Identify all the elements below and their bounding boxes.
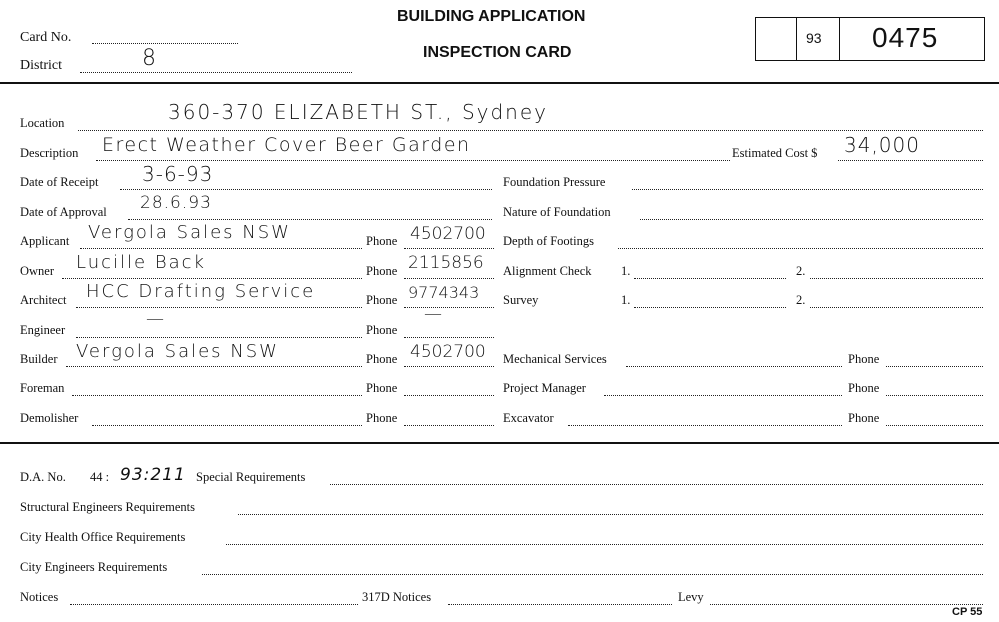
alignment-check-1-label: 1.: [621, 264, 631, 278]
nature-foundation-label: Nature of Foundation: [503, 205, 611, 219]
builder-field[interactable]: [66, 366, 362, 367]
architect-label: Architect: [20, 293, 67, 307]
foreman-phone-field[interactable]: [404, 395, 494, 396]
engineer-value: —: [146, 308, 165, 329]
mechanical-phone-field[interactable]: [886, 366, 983, 367]
receipt-label: Date of Receipt: [20, 175, 99, 189]
foreman-label: Foreman: [20, 381, 65, 395]
project-manager-label: Project Manager: [503, 381, 586, 395]
district-label: District: [20, 58, 62, 73]
card-no-field[interactable]: [92, 43, 238, 44]
architect-phone-value: 9774343: [408, 283, 480, 302]
da-value: 93:211: [120, 465, 186, 485]
demolisher-phone-field[interactable]: [404, 425, 494, 426]
applicant-phone-label: Phone: [366, 234, 398, 248]
project-manager-phone-label: Phone: [848, 381, 880, 395]
notices-label: Notices: [20, 590, 59, 604]
notices-317d-label: 317D Notices: [362, 590, 432, 604]
card-year: 93: [806, 30, 822, 46]
project-manager-phone-field[interactable]: [886, 395, 983, 396]
owner-phone-value: 2115856: [408, 253, 484, 273]
city-engineers-field[interactable]: [202, 574, 983, 575]
survey-2-label: 2.: [796, 293, 806, 307]
survey-2-field[interactable]: [810, 307, 983, 308]
form-title-line2: INSPECTION CARD: [423, 44, 572, 61]
depth-footings-label: Depth of Footings: [503, 234, 594, 248]
owner-phone-label: Phone: [366, 264, 398, 278]
owner-value: Lucille Back: [76, 252, 206, 273]
card-number-box: [755, 17, 985, 61]
approval-label: Date of Approval: [20, 205, 107, 219]
applicant-phone-field[interactable]: [404, 248, 494, 249]
description-field[interactable]: [96, 160, 730, 161]
builder-phone-field[interactable]: [404, 366, 494, 367]
approval-field[interactable]: [128, 219, 492, 220]
special-requirements-field[interactable]: [330, 484, 983, 485]
box-divider-1: [796, 17, 797, 61]
description-value: Erect Weather Cover Beer Garden: [102, 134, 471, 156]
form-code: CP 55: [952, 606, 983, 618]
receipt-field[interactable]: [120, 189, 492, 190]
builder-phone-label: Phone: [366, 352, 398, 366]
demolisher-label: Demolisher: [20, 411, 79, 425]
foreman-field[interactable]: [72, 395, 362, 396]
approval-value: 28.6.93: [140, 193, 212, 213]
mechanical-services-label: Mechanical Services: [503, 352, 607, 366]
alignment-check-label: Alignment Check: [503, 264, 592, 278]
health-requirements-label: City Health Office Requirements: [20, 530, 186, 544]
location-field[interactable]: [78, 130, 983, 131]
architect-phone-field[interactable]: [404, 307, 494, 308]
depth-footings-field[interactable]: [618, 248, 983, 249]
survey-label: Survey: [503, 293, 539, 307]
district-field[interactable]: [80, 72, 352, 73]
receipt-value: 3-6-93: [142, 162, 214, 186]
health-requirements-field[interactable]: [226, 544, 983, 545]
engineer-phone-value: —: [424, 303, 443, 324]
survey-1-field[interactable]: [634, 307, 786, 308]
card-number: 0475: [872, 22, 939, 53]
project-manager-field[interactable]: [604, 395, 842, 396]
foundation-pressure-label: Foundation Pressure: [503, 175, 606, 189]
owner-field[interactable]: [62, 278, 362, 279]
builder-value: Vergola Sales NSW: [76, 341, 279, 362]
demolisher-phone-label: Phone: [366, 411, 398, 425]
owner-phone-field[interactable]: [404, 278, 494, 279]
excavator-phone-field[interactable]: [886, 425, 983, 426]
form-title-line1: BUILDING APPLICATION: [397, 8, 586, 25]
foundation-pressure-field[interactable]: [632, 189, 983, 190]
engineer-phone-field[interactable]: [404, 337, 494, 338]
estimated-cost-field[interactable]: [838, 160, 983, 161]
card-no-label: Card No.: [20, 30, 72, 45]
survey-1-label: 1.: [621, 293, 631, 307]
district-value: 8: [142, 46, 157, 71]
foreman-phone-label: Phone: [366, 381, 398, 395]
excavator-field[interactable]: [568, 425, 842, 426]
alignment-check-1-field[interactable]: [634, 278, 786, 279]
levy-field[interactable]: [710, 604, 983, 605]
description-label: Description: [20, 146, 79, 160]
applicant-label: Applicant: [20, 234, 70, 248]
special-requirements-label: Special Requirements: [196, 470, 306, 484]
da-prefix: 44 :: [90, 470, 110, 484]
engineer-phone-label: Phone: [366, 323, 398, 337]
location-value: 360-370 ELIZABETH ST., Sydney: [168, 100, 548, 124]
box-divider-2: [839, 17, 840, 61]
estimated-cost-label: Estimated Cost $: [732, 146, 818, 160]
architect-phone-label: Phone: [366, 293, 398, 307]
applicant-field[interactable]: [80, 248, 362, 249]
nature-foundation-field[interactable]: [640, 219, 983, 220]
notices-field[interactable]: [70, 604, 358, 605]
levy-label: Levy: [678, 590, 704, 604]
alignment-check-2-field[interactable]: [810, 278, 983, 279]
builder-phone-value: 4502700: [410, 342, 486, 362]
owner-label: Owner: [20, 264, 55, 278]
section-rule: [0, 442, 999, 444]
city-engineers-label: City Engineers Requirements: [20, 560, 168, 574]
mechanical-phone-label: Phone: [848, 352, 880, 366]
structural-requirements-label: Structural Engineers Requirements: [20, 500, 195, 514]
excavator-label: Excavator: [503, 411, 554, 425]
architect-value: HCC Drafting Service: [86, 281, 316, 302]
location-label: Location: [20, 116, 65, 130]
alignment-check-2-label: 2.: [796, 264, 806, 278]
demolisher-field[interactable]: [92, 425, 362, 426]
architect-field[interactable]: [76, 307, 362, 308]
applicant-phone-value: 4502700: [410, 224, 486, 244]
structural-requirements-field[interactable]: [238, 514, 983, 515]
engineer-field[interactable]: [76, 337, 362, 338]
builder-label: Builder: [20, 352, 58, 366]
da-no-label: D.A. No.: [20, 470, 66, 484]
estimated-cost-value: 34,000: [844, 133, 920, 157]
excavator-phone-label: Phone: [848, 411, 880, 425]
applicant-value: Vergola Sales NSW: [88, 222, 291, 243]
notices-317d-field[interactable]: [448, 604, 672, 605]
engineer-label: Engineer: [20, 323, 66, 337]
header-rule: [0, 82, 999, 84]
mechanical-services-field[interactable]: [626, 366, 842, 367]
